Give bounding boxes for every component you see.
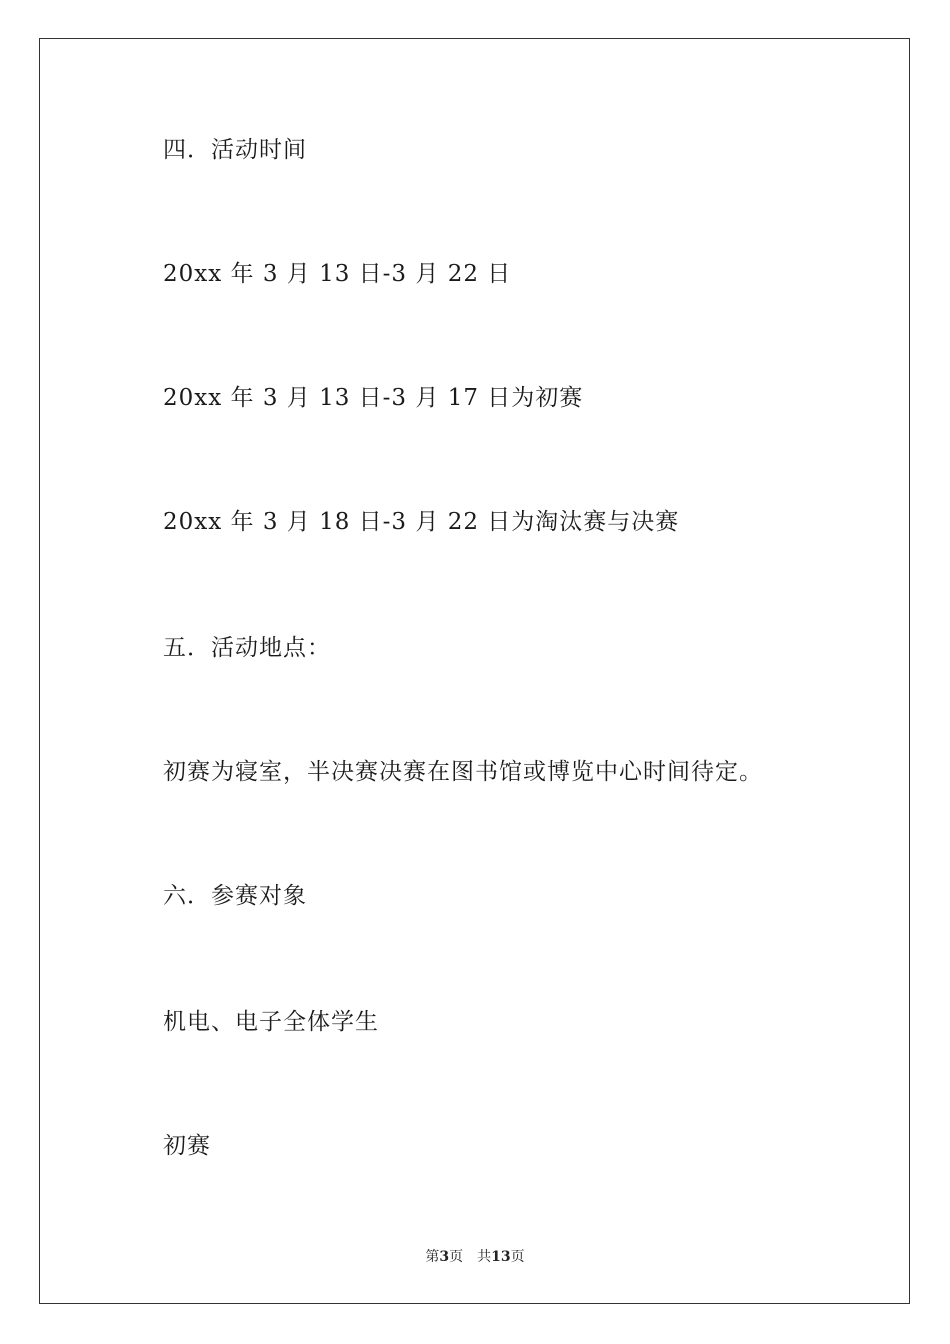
page-footer xyxy=(0,1248,950,1266)
preliminary-label: 初赛 xyxy=(163,1133,211,1159)
final-dates-line: 20xx 年 3 月 18 日-3 月 22 日为淘汰赛与决赛 xyxy=(163,509,680,535)
footer-total-suffix: 页 xyxy=(510,1249,525,1265)
footer-total-prefix: 共 xyxy=(477,1249,492,1265)
footer-page-prefix: 第 xyxy=(425,1249,440,1265)
section-heading-activity-time: 四．活动时间 xyxy=(163,137,307,163)
preliminary-dates-line: 20xx 年 3 月 13 日-3 月 17 日为初赛 xyxy=(163,385,584,411)
participants-line: 机电、电子全体学生 xyxy=(163,1009,379,1035)
footer-page-number: 3 xyxy=(439,1249,450,1265)
section-heading-participants: 六．参赛对象 xyxy=(163,883,307,909)
page-border xyxy=(39,38,910,1304)
location-detail-line: 初赛为寝室，半决赛决赛在图书馆或博览中心时间待定。 xyxy=(163,759,763,785)
footer-total-pages: 13 xyxy=(491,1249,511,1265)
footer-page-suffix: 页 xyxy=(449,1249,464,1265)
section-heading-location: 五．活动地点： xyxy=(163,635,331,661)
date-range-line: 20xx 年 3 月 13 日-3 月 22 日 xyxy=(163,261,512,287)
